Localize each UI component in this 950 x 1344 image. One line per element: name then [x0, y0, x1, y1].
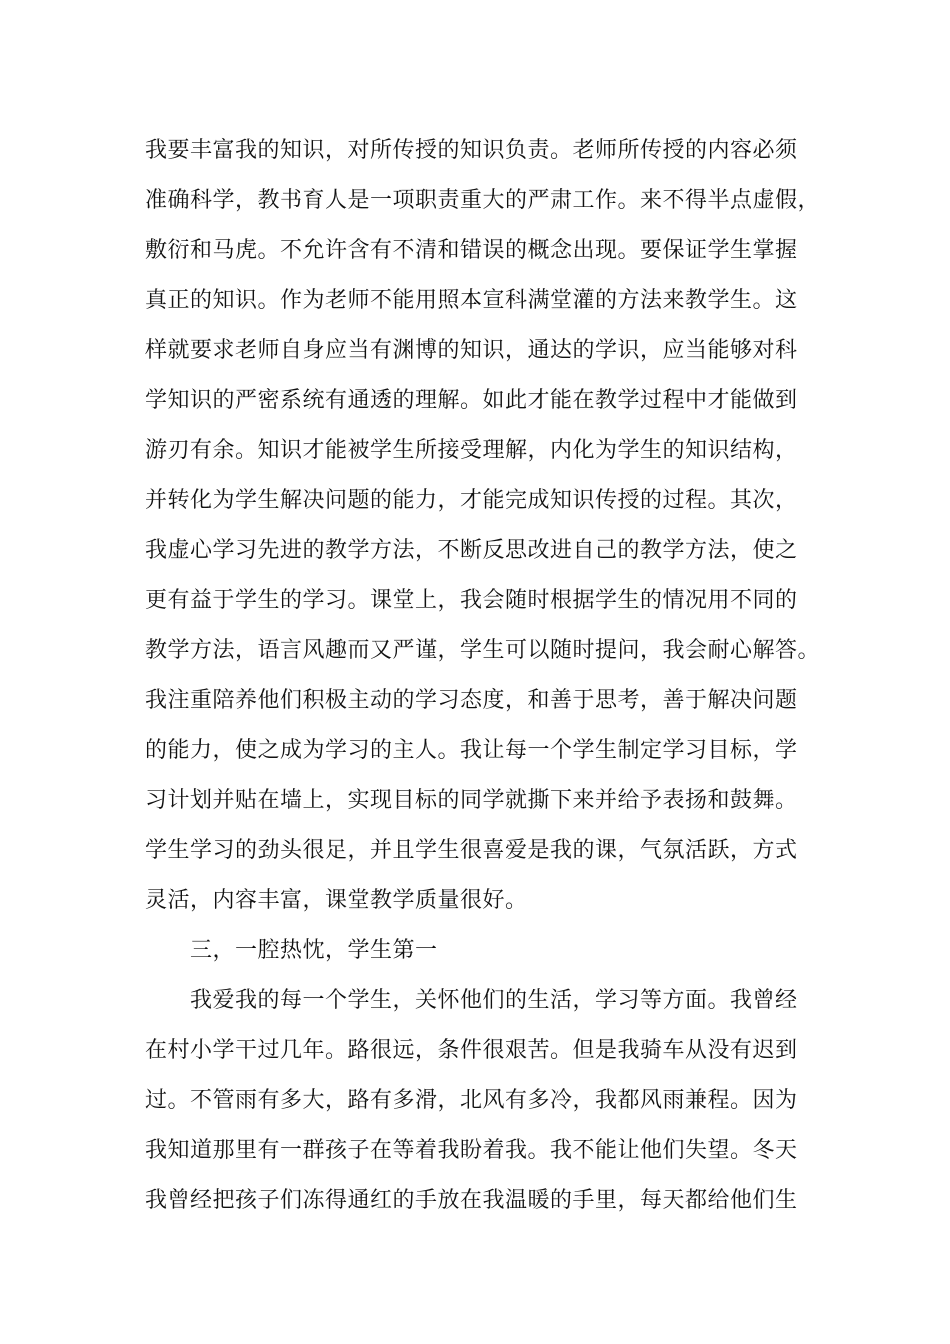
- text-line: 学生学习的劲头很足，并且学生很喜爱是我的课，气氛活跃，方式: [145, 838, 798, 863]
- text-line: 灵活，内容丰富，课堂教学质量很好。: [145, 888, 528, 913]
- text-line: 敷衍和马虎。不允许含有不清和错误的概念出现。要保证学生掌握: [145, 238, 798, 263]
- text-line: 我要丰富我的知识，对所传授的知识负责。老师所传授的内容必须: [145, 138, 798, 163]
- text-line: 我爱我的每一个学生，关怀他们的生活，学习等方面。我曾经: [190, 988, 798, 1013]
- text-line: 我知道那里有一群孩子在等着我盼着我。我不能让他们失望。冬天: [145, 1138, 798, 1163]
- text-line: 习计划并贴在墙上，实现目标的同学就撕下来并给予表扬和鼓舞。: [145, 788, 798, 813]
- text-line: 准确科学，教书育人是一项职责重大的严肃工作。来不得半点虚假，: [145, 188, 821, 213]
- text-line: 游刃有余。知识才能被学生所接受理解，内化为学生的知识结构，: [145, 438, 798, 463]
- text-line: 过。不管雨有多大，路有多滑，北风有多冷，我都风雨兼程。因为: [145, 1088, 798, 1113]
- text-line: 我注重陪养他们积极主动的学习态度，和善于思考，善于解决问题: [145, 688, 798, 713]
- text-line: 并转化为学生解决问题的能力，才能完成知识传授的过程。其次，: [145, 488, 798, 513]
- text-line: 我虚心学习先进的教学方法，不断反思改进自己的教学方法，使之: [145, 538, 798, 563]
- text-line: 学知识的严密系统有通透的理解。如此才能在教学过程中才能做到: [145, 388, 798, 413]
- text-line: 真正的知识。作为老师不能用照本宣科满堂灌的方法来教学生。这: [145, 288, 798, 313]
- text-line: 在村小学干过几年。路很远，条件很艰苦。但是我骑车从没有迟到: [145, 1038, 798, 1063]
- section-heading: 三，一腔热忱，学生第一: [190, 938, 438, 963]
- text-line: 教学方法，语言风趣而又严谨，学生可以随时提问，我会耐心解答。: [145, 638, 821, 663]
- text-line: 我曾经把孩子们冻得通红的手放在我温暖的手里，每天都给他们生: [145, 1188, 798, 1213]
- text-line: 样就要求老师自身应当有渊博的知识，通达的学识，应当能够对科: [145, 338, 798, 363]
- text-line: 更有益于学生的学习。课堂上，我会随时根据学生的情况用不同的: [145, 588, 798, 613]
- text-line: 的能力，使之成为学习的主人。我让每一个学生制定学习目标，学: [145, 738, 798, 763]
